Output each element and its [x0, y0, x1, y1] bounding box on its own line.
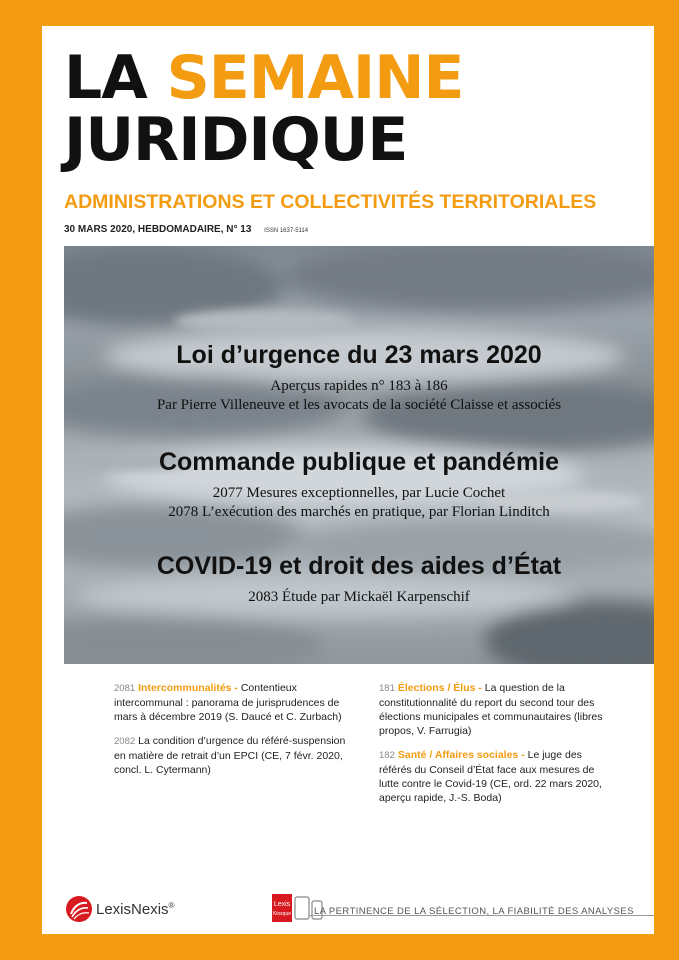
feature-line: 2077 Mesures exceptionnelles, par Lucie Cochet — [212, 485, 506, 501]
feature-3 — [64, 551, 654, 607]
kiosque-label-bottom: Kiosque — [272, 911, 292, 917]
issue-line — [64, 224, 308, 235]
entry-topic: Élections / Élus - — [397, 682, 482, 694]
feature-line: Par Pierre Villeneuve et les avocats de la société Claisse et associés — [156, 397, 562, 413]
entry-text: La question de la constitutionnalité du report du second tour des élections municipales et communautaires (libres propos, V. Farrugia) — [379, 682, 603, 737]
trademark-symbol: ® — [168, 901, 175, 910]
summary-entry — [114, 681, 349, 724]
feature-title: Loi d’urgence du 23 mars 2020 — [176, 341, 542, 369]
entry-number: 2082 — [114, 736, 136, 747]
entry-number: 2081 — [114, 683, 136, 694]
entry-number: 181 — [379, 683, 395, 694]
footer-tagline: LA PERTINENCE DE LA SÉLECTION, LA FIABILITÉ DES ANALYSES — [314, 906, 634, 917]
entry-number: 182 — [379, 750, 395, 761]
masthead-word-la: LA — [64, 43, 147, 113]
journal-subtitle: ADMINISTRATIONS ET COLLECTIVITÉS TERRITORIALES — [64, 191, 597, 213]
feature-title: Commande publique et pandémie — [158, 448, 560, 476]
entry-topic: Santé / Affaires sociales - — [397, 749, 525, 761]
feature-title: COVID-19 et droit des aides d’État — [156, 552, 562, 580]
entry-text: Le juge des référés du Conseil d’État face aux mesures de lutte contre le Covid-19 (CE, ord. 22 mars 2020, aperçu rapide, J.-S. Boda) — [379, 749, 602, 804]
summary-entry — [114, 734, 349, 777]
lexisnexis-wordmark — [96, 901, 174, 918]
right-summary-column — [379, 681, 614, 815]
issue-date: 30 MARS 2020, HEBDOMADAIRE, N° 13 — [64, 224, 252, 235]
kiosque-label-top: Lexis — [273, 901, 291, 908]
feature-line: Aperçus rapides n° 183 à 186 — [270, 378, 448, 394]
journal-cover — [42, 26, 654, 934]
lexisnexis-logo-icon — [64, 894, 94, 924]
cover-photo-clouds — [64, 246, 654, 664]
summary-entry — [379, 748, 614, 805]
entry-topic: Intercommunalités - — [138, 682, 238, 694]
masthead-word-semaine: SEMAINE — [166, 43, 464, 113]
issn: ISSN 1637-5114 — [264, 228, 309, 234]
brand-name: LexisNexis — [96, 901, 169, 918]
left-summary-column — [114, 681, 349, 787]
feature-line: 2078 L’exécution des marchés en pratique, par Florian Linditch — [168, 504, 550, 520]
feature-line: 2083 Étude par Mickaël Karpenschif — [248, 589, 470, 605]
feature-2 — [64, 447, 654, 522]
feature-1 — [64, 340, 654, 415]
masthead-word-juridique: JURIDIQUE — [64, 105, 408, 175]
entry-text: Contentieux intercommunal : panorama de jurisprudences de mars à décembre 2019 (S. Daucé et C. Zurbach) — [114, 682, 342, 723]
summary-entry — [379, 681, 614, 738]
entry-text: La condition d’urgence du référé-suspension en matière de retrait d’un EPCI (CE, 7 févr. 2020, concl. L. Cytermann) — [114, 735, 346, 776]
masthead-line-1 — [64, 43, 464, 113]
